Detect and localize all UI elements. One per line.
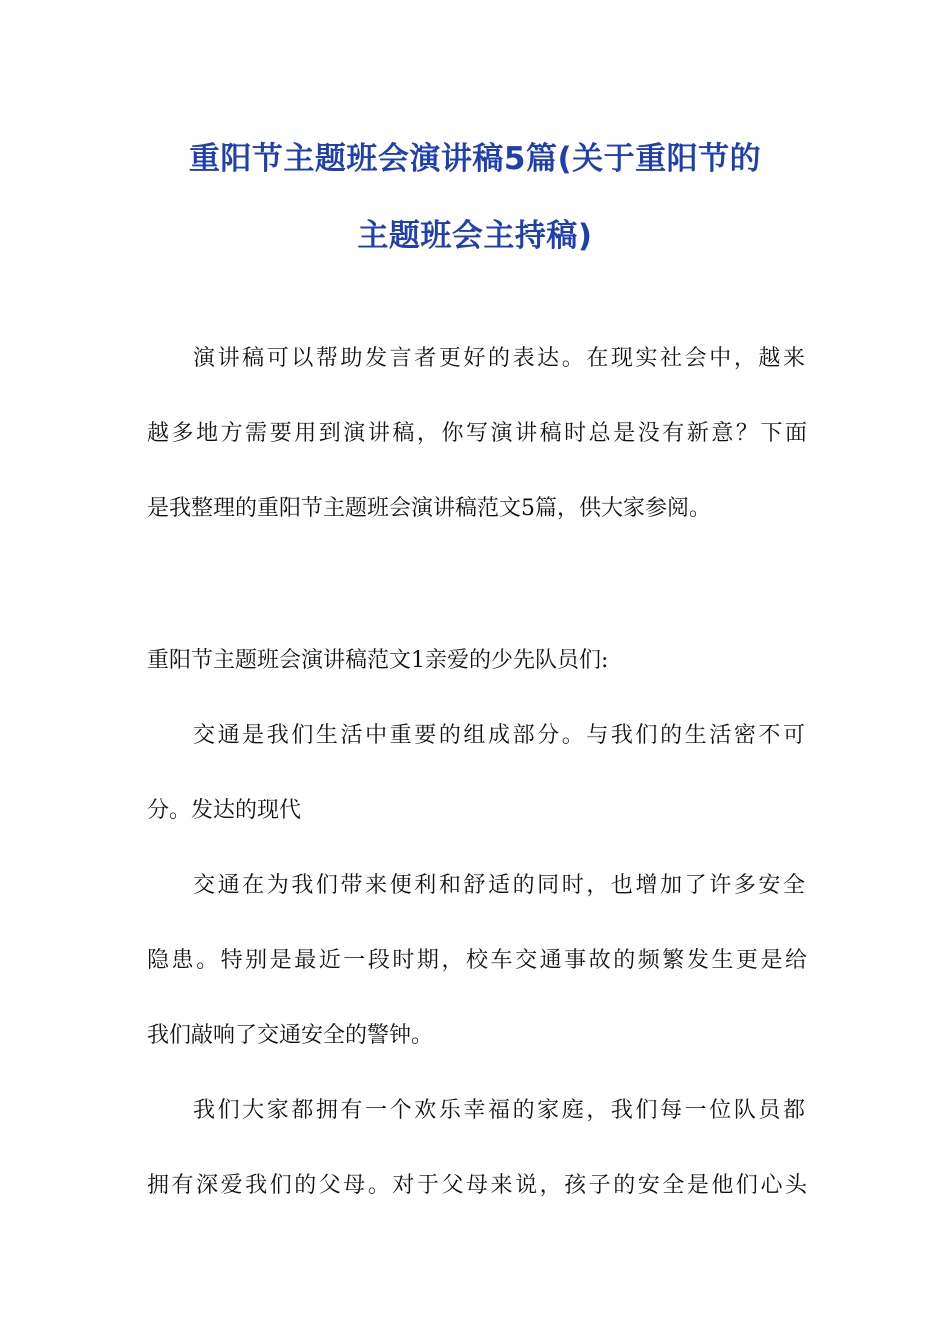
section-heading: 重阳节主题班会演讲稿范文1亲爱的少先队员们:	[147, 648, 609, 673]
paragraph-line: 越多地方需要用到演讲稿，你写演讲稿时总是没有新意？下面	[147, 421, 807, 446]
paragraph-line: 交通是我们生活中重要的组成部分。与我们的生活密不可	[193, 723, 805, 748]
paragraph-line: 分。发达的现代	[147, 798, 302, 823]
paragraph-line: 交通在为我们带来便利和舒适的同时，也增加了许多安全	[193, 873, 805, 898]
paragraph-line: 我们大家都拥有一个欢乐幸福的家庭，我们每一位队员都	[193, 1098, 805, 1123]
paragraph-line: 演讲稿可以帮助发言者更好的表达。在现实社会中，越来	[193, 346, 805, 371]
paragraph-line: 隐患。特别是最近一段时期，校车交通事故的频繁发生更是给	[147, 948, 807, 973]
document-title-line-1: 重阳节主题班会演讲稿5篇(关于重阳节的	[188, 141, 762, 177]
paragraph-line: 是我整理的重阳节主题班会演讲稿范文5篇，供大家参阅。	[147, 496, 711, 521]
paragraph-line: 拥有深爱我们的父母。对于父母来说，孩子的安全是他们心头	[147, 1173, 807, 1198]
paragraph-line: 我们敲响了交通安全的警钟。	[147, 1023, 434, 1048]
document-title-line-2: 主题班会主持稿)	[357, 218, 593, 254]
